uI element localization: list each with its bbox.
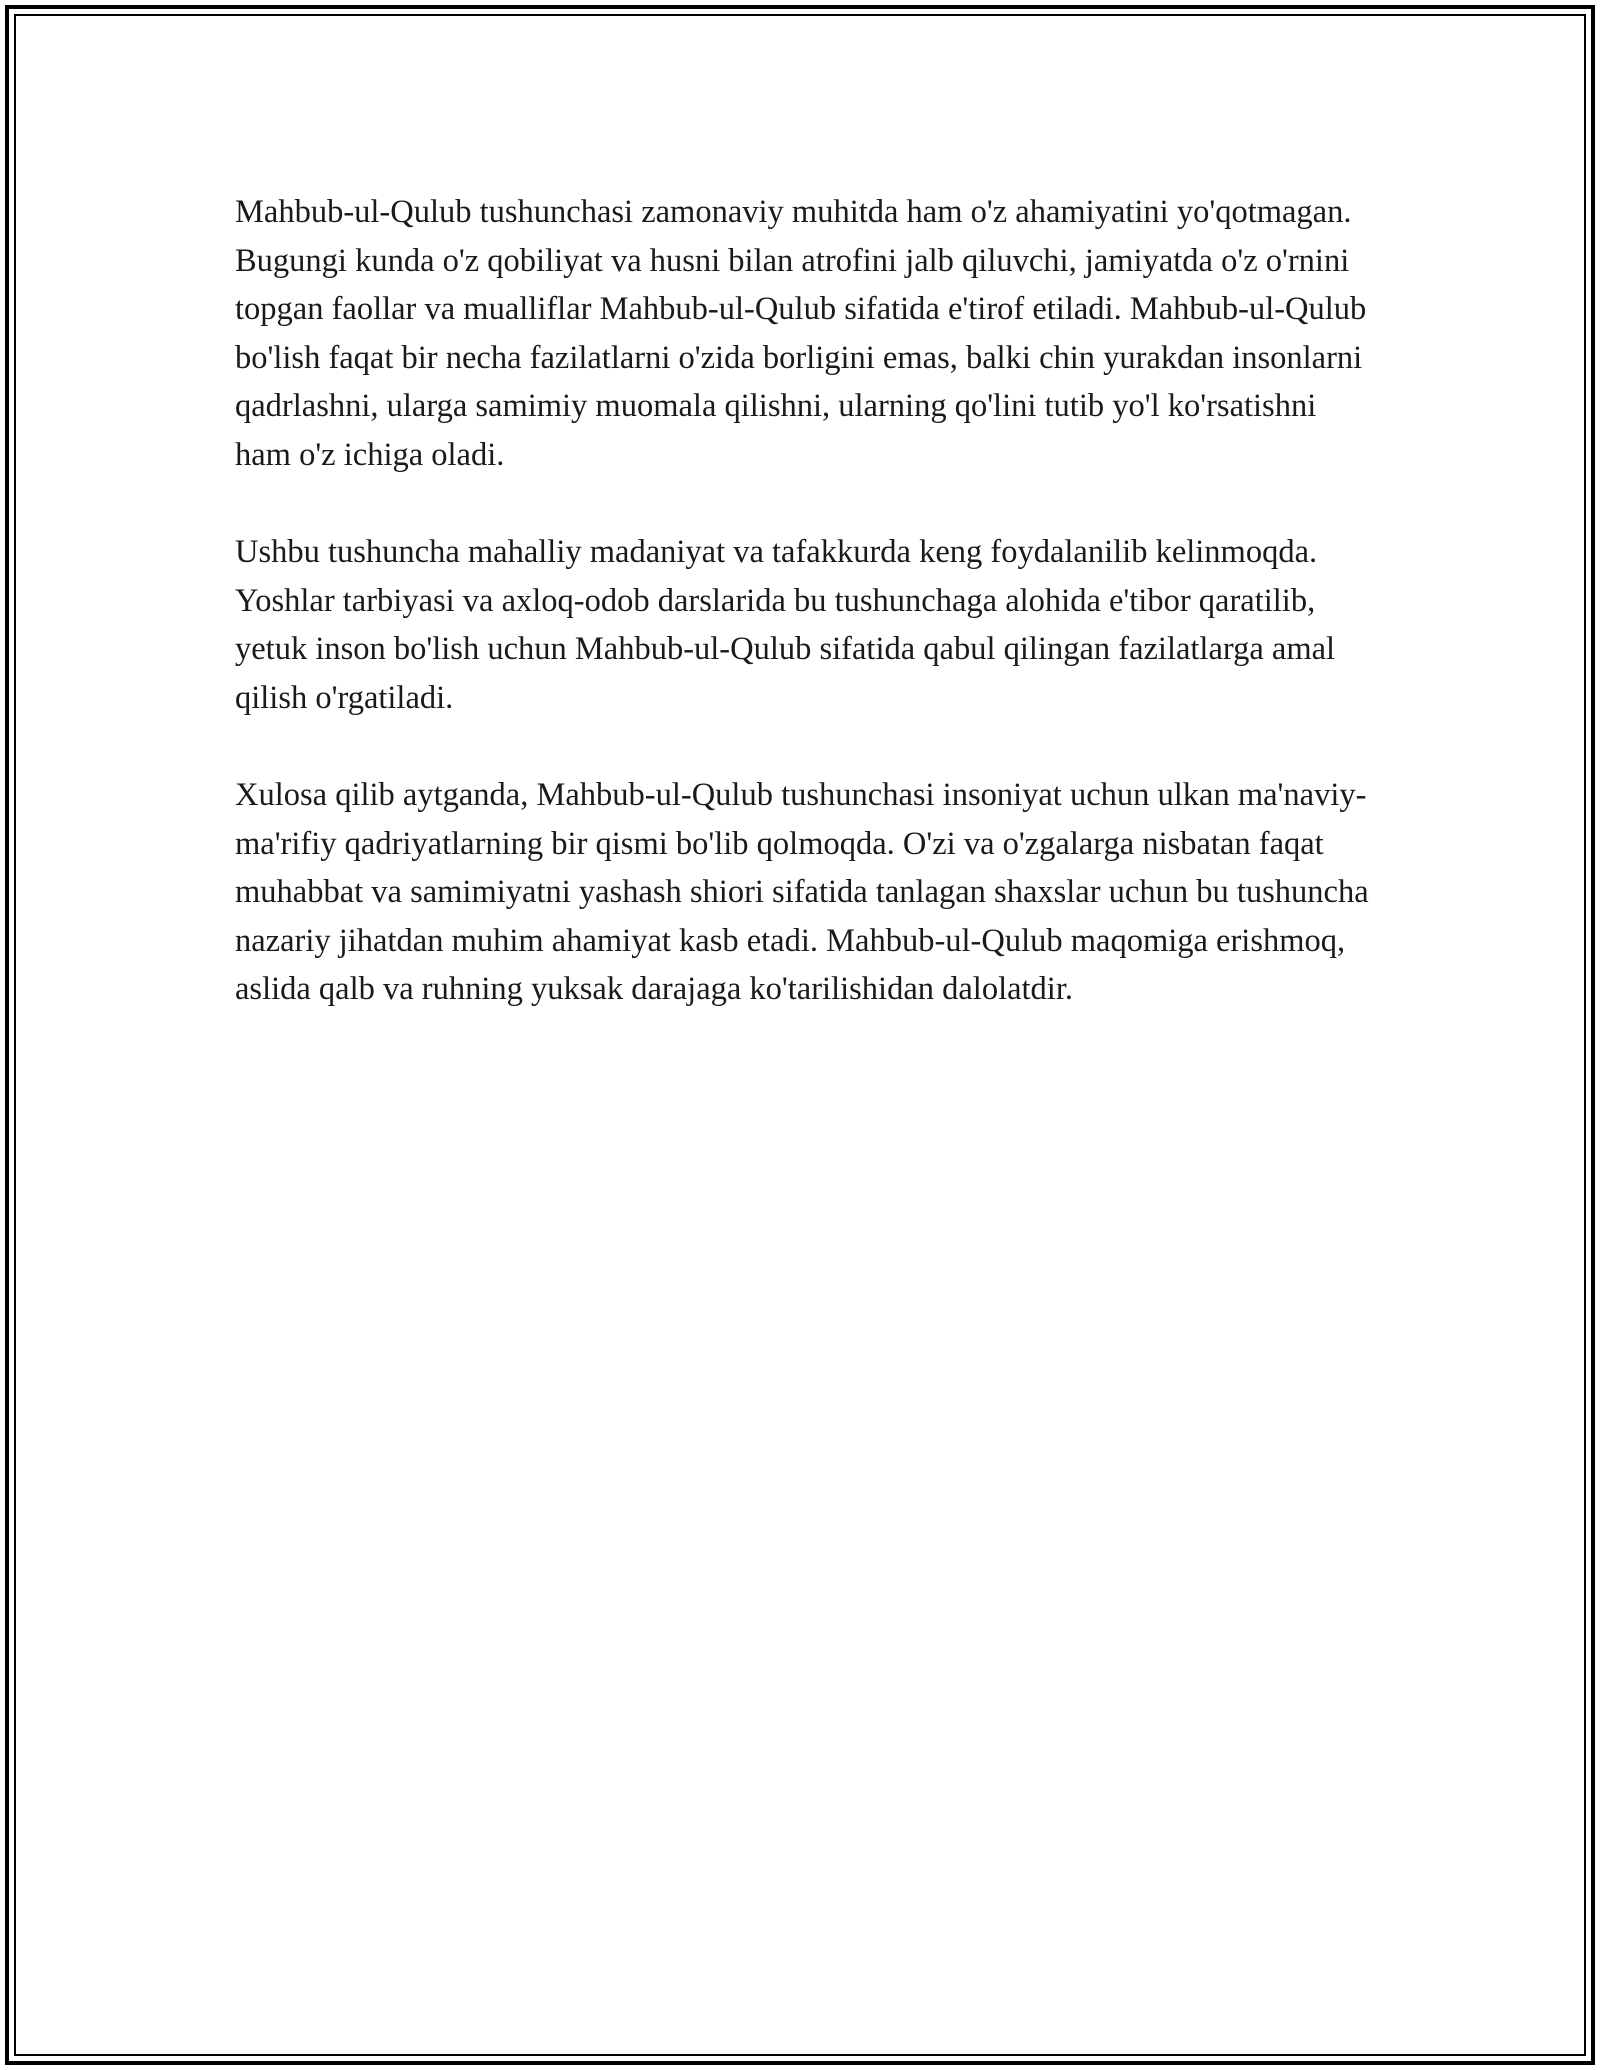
paragraph-3: Xulosa qilib aytganda, Mahbub-ul-Qulub tushunchasi insoniyat uchun ulkan ma'naviy-ma'rifiy qadriyatlarning bir qismi bo'lib qolmoqda. O'zi va o'zgalarga nisbatan faqat muhabbat va samimiyatni yashash shiori sifatida tanlagan shaxslar uchun bu tushuncha nazariy jihatdan muhim ahamiyat kasb etadi. Mahbub-ul-Qulub maqomiga erishmoq, aslida qalb va ruhning yuksak darajaga ko'tarilishidan dalolatdir. — [235, 777, 1369, 1007]
paragraph-2: Ushbu tushuncha mahalliy madaniyat va tafakkurda keng foydalanilib kelinmoqda. Yoshlar tarbiyasi va axloq-odob darslarida bu tushunchaga alohida e'tibor qaratilib, yetuk inson bo'lish uchun Mahbub-ul-Qulub sifatida qabul qilingan fazilatlarga amal qilish o'rgatiladi. — [235, 534, 1336, 716]
document-body — [235, 188, 1370, 1063]
paragraph-1: Mahbub-ul-Qulub tushunchasi zamonaviy muhitda ham o'z ahamiyatini yo'qotmagan. Bugungi kunda o'z qobiliyat va husni bilan atrofini jalb qiluvchi, jamiyatda o'z o'rnini topgan faollar va mualliflar Mahbub-ul-Qulub sifatida e'tirof etiladi. Mahbub-ul-Qulub bo'lish faqat bir necha fazilatlarni o'zida borligini emas, balki chin yurakdan insonlarni qadrlashni, ularga samimiy muomala qilishni, ularning qo'lini tutib yo'l ko'rsatishni ham o'z ichiga oladi. — [235, 194, 1367, 473]
